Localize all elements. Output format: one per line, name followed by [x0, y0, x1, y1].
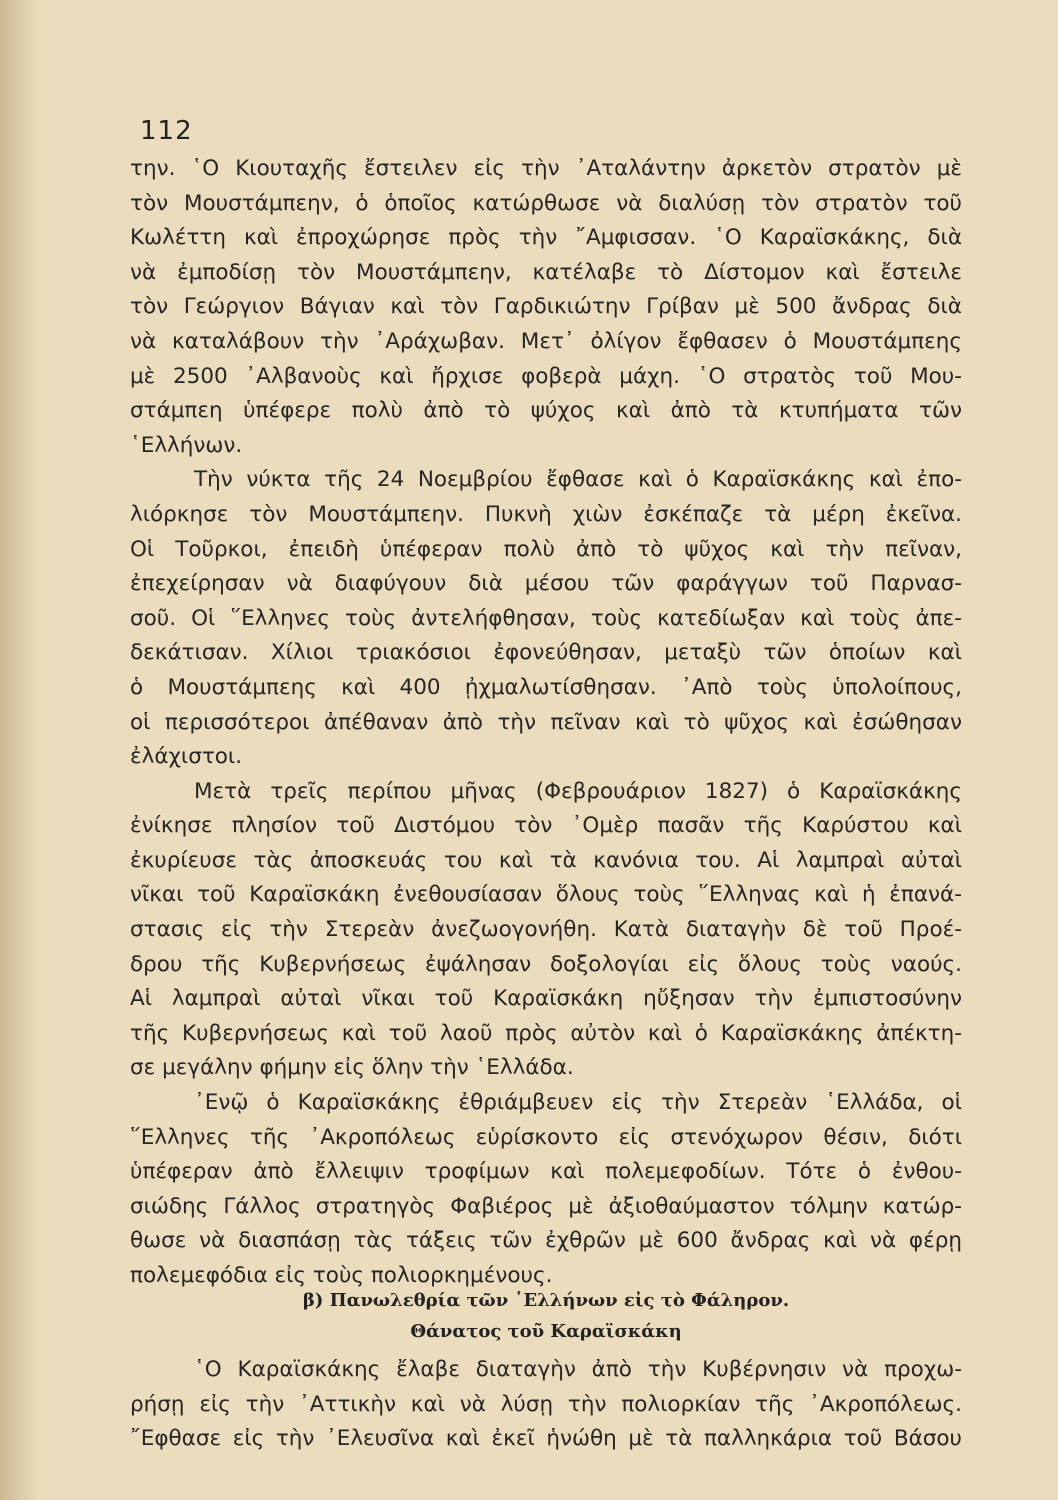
- text-line: δρου τῆς Κυβερνήσεως ἐψάλησαν δοξολογίαι εἰς ὅλους τοὺς ναούς.: [130, 951, 962, 977]
- text-line: πολεμεφόδια εἰς τοὺς πολιορκημένους.: [130, 1263, 553, 1288]
- text-line: τὸν Μουστάμπεην, ὁ ὁποῖος κατώρθωσε νὰ διαλύσῃ τὸν στρατὸν τοῦ: [130, 190, 962, 216]
- text-line: στασις εἰς τὴν Στερεὰν ἀνεζωογονήθη. Κατὰ διαταγὴν δὲ τοῦ Προέ-: [130, 917, 962, 943]
- page-gutter-shadow: [0, 0, 40, 1500]
- text-line: Αἱ λαμπραὶ αὐταὶ νῖκαι τοῦ Καραϊσκάκη ηὔξησαν τὴν ἐμπιστοσύνην: [130, 986, 962, 1012]
- text-line: Κωλέττη καὶ ἐπροχώρησε πρὸς τὴν ῎Αμφισσαν. ῾Ο Καραϊσκάκης, διὰ: [130, 225, 962, 251]
- text-line: στάμπεη ὑπέφερε πολὺ ἀπὸ τὸ ψύχος καὶ ἀπὸ τὰ κτυπήματα τῶν: [130, 398, 962, 424]
- text-line: σιώδης Γάλλος στρατηγὸς Φαβιέρος μὲ ἀξιοθαύμαστον τόλμην κατώρ-: [130, 1193, 962, 1219]
- text-line: τῆς Κυβερνήσεως καὶ τοῦ λαοῦ πρὸς αὐτὸν καὶ ὁ Καραϊσκάκης ἀπέκτη-: [130, 1020, 962, 1046]
- text-line: ἐνίκησε πλησίον τοῦ Διστόμου τὸν ᾿Ομὲρ πασᾶν τῆς Καρύστου καὶ: [130, 813, 962, 839]
- section-heading-title: β) Πανωλεθρία τῶν ῾Ελλήνων εἰς τὸ Φάληρον.: [302, 1290, 790, 1311]
- text-line: νῖκαι τοῦ Καραϊσκάκη ἐνεθουσίασαν ὅλους τοὺς ῞Ελληνας καὶ ἡ ἐπανά-: [130, 882, 962, 908]
- paragraph-start-line: ῾Ο Καραϊσκάκης ἔλαβε διαταγὴν ἀπὸ τὴν Κυβέρνησιν νὰ προχω-: [194, 1357, 962, 1382]
- text-line: ὑπέφεραν ἀπὸ ἔλλειψιν τροφίμων καὶ πολεμεφοδίων. Τότε ὁ ἐνθου-: [130, 1159, 962, 1185]
- text-line: ρήσῃ εἰς τὴν ᾿Αττικὴν καὶ νὰ λύσῃ τὴν πολιορκίαν τῆς ᾿Ακροπόλεως.: [130, 1391, 962, 1417]
- text-line: ῾Ελλήνων.: [130, 432, 243, 458]
- text-line: την. ῾Ο Κιουταχῆς ἔστειλεν εἰς τὴν ᾿Αταλάντην ἀρκετὸν στρατὸν μὲ: [130, 156, 962, 181]
- paragraph-start-line: Τὴν νύκτα τῆς 24 Νοεμβρίου ἔφθασε καὶ ὁ Καραϊσκάκης καὶ ἐπο-: [194, 467, 962, 493]
- section-heading-subtitle: Θάνατος τοῦ Καραϊσκάκη: [410, 1321, 682, 1342]
- text-line: Οἱ Τοῦρκοι, ἐπειδὴ ὑπέφεραν πολὺ ἀπὸ τὸ ψῦχος καὶ τὴν πεῖναν,: [130, 536, 962, 562]
- text-line: μὲ 2500 ᾿Αλβανοὺς καὶ ἤρχισε φοβερὰ μάχη. ῾Ο στρατὸς τοῦ Μου-: [130, 363, 962, 389]
- page-number: 112: [140, 116, 193, 146]
- text-line: νὰ ἐμποδίσῃ τὸν Μουστάμπεην, κατέλαβε τὸ Δίστομον καὶ ἔστειλε: [130, 259, 962, 285]
- text-line: ἐλάχιστοι.: [130, 744, 243, 770]
- main-text-block: [130, 152, 962, 1294]
- paragraph-start-line: Μετὰ τρεῖς περίπου μῆνας (Φεβρουάριον 1827) ὁ Καραϊσκάκης: [194, 778, 962, 804]
- text-line: ἐπεχείρησαν νὰ διαφύγουν διὰ μέσου τῶν φαράγγων τοῦ Παρνασ-: [130, 571, 962, 597]
- text-line: ἐκυρίευσε τὰς ἀποσκευάς του καὶ τὰ κανόνια του. Αἱ λαμπραὶ αὐταὶ: [130, 847, 962, 873]
- paragraph-start-line: ᾿Ενῷ ὁ Καραϊσκάκης ἐθριάμβευεν εἰς τὴν Στερεὰν ῾Ελλάδα, οἱ: [194, 1090, 962, 1116]
- text-line: ῞Ελληνες τῆς ᾿Ακροπόλεως εὑρίσκοντο εἰς στενόχωρον θέσιν, διότι: [130, 1124, 962, 1150]
- text-line: θωσε νὰ διασπάσῃ τὰς τάξεις τῶν ἐχθρῶν μὲ 600 ἄνδρας καὶ νὰ φέρῃ: [130, 1228, 962, 1254]
- text-line: τὸν Γεώργιον Βάγιαν καὶ τὸν Γαρδικιώτην Γρίβαν μὲ 500 ἄνδρας διὰ: [130, 294, 962, 320]
- text-line: σοῦ. Οἱ ῞Ελληνες τοὺς ἀντελήφθησαν, τοὺς κατεδίωξαν καὶ τοὺς ἀπε-: [130, 605, 962, 631]
- text-line: δεκάτισαν. Χίλιοι τριακόσιοι ἐφονεύθησαν, μεταξὺ τῶν ὁποίων καὶ: [130, 640, 962, 666]
- text-line: λιόρκησε τὸν Μουστάμπεην. Πυκνὴ χιὼν ἐσκέπαζε τὰ μέρη ἐκεῖνα.: [130, 501, 962, 527]
- text-line: σε μεγάλην φήμην εἰς ὅλην τὴν ῾Ελλάδα.: [130, 1055, 574, 1081]
- text-line: ῎Εφθασε εἰς τὴν ᾿Ελευσῖνα καὶ ἐκεῖ ἡνώθη μὲ τὰ παλληκάρια τοῦ Βάσου: [130, 1426, 962, 1452]
- section-text-block: [130, 1353, 962, 1457]
- text-line: νὰ καταλάβουν τὴν ᾿Αράχωβαν. Μετ᾿ ὀλίγον ἔφθασεν ὁ Μουστάμπεης: [130, 328, 962, 354]
- text-line: οἱ περισσότεροι ἀπέθαναν ἀπὸ τὴν πεῖναν καὶ τὸ ψῦχος καὶ ἐσώθησαν: [130, 709, 962, 735]
- text-line: ὁ Μουστάμπεης καὶ 400 ᾐχμαλωτίσθησαν. ᾿Απὸ τοὺς ὑπολοίπους,: [130, 674, 962, 700]
